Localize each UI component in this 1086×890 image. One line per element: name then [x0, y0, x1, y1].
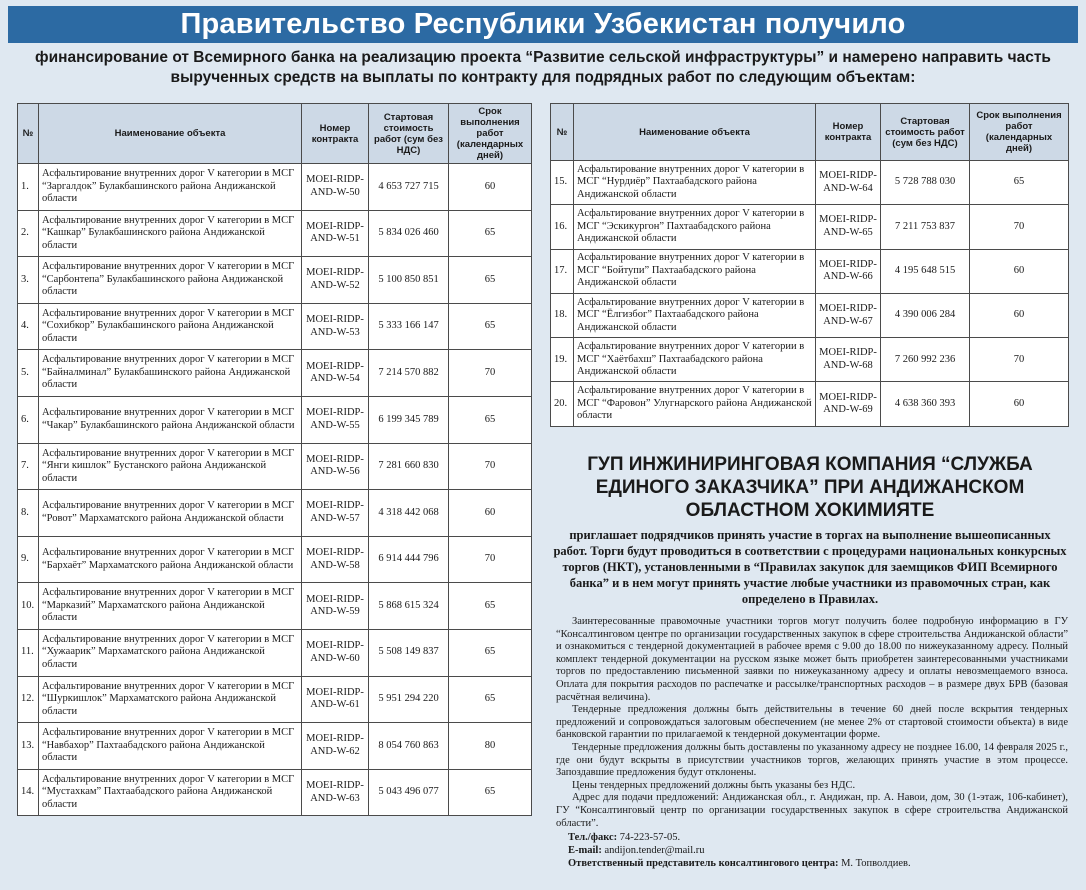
duration-days: 60	[449, 490, 532, 537]
contract-number: MOEI-RIDP-AND-W-50	[302, 164, 369, 211]
paragraph-validity: Тендерные предложения должны быть действительны в течение 60 дней после вскрытия тендерных предложений и сопровождаться залоговым обеспечением (не менее 2% от стартовой стоимости объекта) в виде банковской гарантии по прилагаемой к тендерной документации форме.	[556, 704, 1068, 741]
object-name: Асфальтирование внутренних дорог V категории в МСГ “Фаровон” Улугнарского района Андижанской области	[574, 382, 816, 426]
contract-number: MOEI-RIDP-AND-W-58	[302, 536, 369, 583]
table-row	[18, 723, 532, 770]
duration-days: 65	[449, 629, 532, 676]
table-row	[18, 443, 532, 490]
duration-days: 80	[449, 723, 532, 770]
duration-days: 60	[970, 293, 1069, 337]
table-row	[18, 257, 532, 304]
contract-number: MOEI-RIDP-AND-W-60	[302, 629, 369, 676]
table-row	[551, 205, 1069, 249]
contract-number: MOEI-RIDP-AND-W-52	[302, 257, 369, 304]
row-number: 19.	[551, 338, 574, 382]
table-row	[551, 382, 1069, 426]
table-row	[18, 396, 532, 443]
email-link[interactable]: andijon.tender@mail.ru	[601, 845, 705, 856]
start-cost: 7 211 753 837	[881, 205, 970, 249]
table-row	[18, 490, 532, 537]
contact-email	[568, 845, 1068, 858]
start-cost: 5 728 788 030	[881, 161, 970, 205]
row-number: 4.	[18, 303, 39, 350]
paragraph-address: Адрес для подачи предложений: Андижанская обл., г. Андижан, пр. А. Навои, дом, 30 (1-этаж, 106-кабинет), ГУ “Консалтинговый центр по организации государственных закупок в сфере строительства Андижанской области”.	[556, 792, 1068, 829]
row-number: 10.	[18, 583, 39, 630]
object-name: Асфальтирование внутренних дорог V категории в МСГ “Навбахор” Пахтаабадского района Андижанской области	[39, 723, 302, 770]
table-row	[18, 769, 532, 816]
duration-days: 70	[970, 205, 1069, 249]
email-label: E-mail:	[568, 845, 602, 856]
object-name: Асфальтирование внутренних дорог V категории в МСГ “Ёлгизбог” Пахтаабадского района Андижанской области	[574, 293, 816, 337]
row-number: 13.	[18, 723, 39, 770]
table-row	[18, 210, 532, 257]
object-name: Асфальтирование внутренних дорог V категории в МСГ “Нурдиёр” Пахтаабадского района Андижанской области	[574, 161, 816, 205]
object-name: Асфальтирование внутренних дорог V категории в МСГ “Кашкар” Булакбашинского района Андижанской области	[39, 210, 302, 257]
objects-table-right-body	[551, 161, 1069, 427]
row-number: 8.	[18, 490, 39, 537]
start-cost: 5 100 850 851	[369, 257, 449, 304]
start-cost: 8 054 760 863	[369, 723, 449, 770]
table-row	[551, 249, 1069, 293]
start-cost: 5 834 026 460	[369, 210, 449, 257]
object-name: Асфальтирование внутренних дорог V категории в МСГ “Марказий” Мархаматского района Андижанской области	[39, 583, 302, 630]
start-cost: 7 214 570 882	[369, 350, 449, 397]
start-cost: 7 281 660 830	[369, 443, 449, 490]
object-name: Асфальтирование внутренних дорог V категории в МСГ “Янги кишлок” Бустанского района Андижанской области	[39, 443, 302, 490]
contract-number: MOEI-RIDP-AND-W-63	[302, 769, 369, 816]
paragraph-info: Заинтересованные правомочные участники торгов могут получить более подробную информацию в ГУ “Консалтинговом центре по организации государственных закупок в сфере строительства Андижанской области” и ознакомиться с тендерной документацией в рабочее время с 9.00 до 18.00 по нижеуказанному адресу. Полный комплект тендерной документации на русском языке может быть приобретен заинтересованными участниками торгов по предоставлению письменной заявки по нижеуказанному адресу и оплаты невозмещаемого взноса. Оплата для покрытия расходов по распечатке и рассылке/транспортных расходов – в размере двух БРВ (базовая расчётная величина).	[556, 616, 1068, 703]
row-number: 18.	[551, 293, 574, 337]
contract-number: MOEI-RIDP-AND-W-69	[816, 382, 881, 426]
duration-days: 70	[970, 338, 1069, 382]
paragraph-prices: Цены тендерных предложений должны быть указаны без НДС.	[572, 779, 856, 791]
table-row	[551, 338, 1069, 382]
object-name: Асфальтирование внутренних дорог V категории в МСГ “Шуркишлок” Мархаматского района Андижанской области	[39, 676, 302, 723]
row-number: 1.	[18, 164, 39, 211]
contract-number: MOEI-RIDP-AND-W-55	[302, 396, 369, 443]
col-header-days: Срок выполнения работ (календарных дней)	[970, 104, 1069, 161]
contract-number: MOEI-RIDP-AND-W-53	[302, 303, 369, 350]
object-name: Асфальтирование внутренних дорог V категории в МСГ “Ровот” Мархаматского района Андижанской области	[39, 490, 302, 537]
duration-days: 65	[449, 303, 532, 350]
contract-number: MOEI-RIDP-AND-W-64	[816, 161, 881, 205]
contract-number: MOEI-RIDP-AND-W-62	[302, 723, 369, 770]
object-name: Асфальтирование внутренних дорог V категории в МСГ “Мустахкам” Пахтаабадского района Андижанской области	[39, 769, 302, 816]
duration-days: 70	[449, 350, 532, 397]
object-name: Асфальтирование внутренних дорог V категории в МСГ “Эскикургон” Пахтаабадского района Андижанской области	[574, 205, 816, 249]
table-row	[18, 303, 532, 350]
start-cost: 4 390 006 284	[881, 293, 970, 337]
col-header-cost: Стартовая стоимость работ (сум без НДС)	[369, 104, 449, 164]
contract-number: MOEI-RIDP-AND-W-54	[302, 350, 369, 397]
col-header-contract: Номер контракта	[302, 104, 369, 164]
contract-number: MOEI-RIDP-AND-W-56	[302, 443, 369, 490]
company-name: ГУП ИНЖИНИРИНГОВАЯ КОМПАНИЯ “СЛУЖБА ЕДИНОГО ЗАКАЗЧИКА” ПРИ АНДИЖАНСКОМ ОБЛАСТНОМ ХОКИМИЯТЕ	[587, 454, 1033, 521]
start-cost: 4 195 648 515	[881, 249, 970, 293]
duration-days: 70	[449, 536, 532, 583]
phone-value: 74-223-57-05.	[617, 832, 681, 843]
row-number: 17.	[551, 249, 574, 293]
duration-days: 70	[449, 443, 532, 490]
page-title: Правительство Республики Узбекистан получило	[8, 6, 1078, 43]
row-number: 15.	[551, 161, 574, 205]
representative-name: М. Топволдиев.	[838, 858, 911, 869]
row-number: 7.	[18, 443, 39, 490]
contract-number: MOEI-RIDP-AND-W-66	[816, 249, 881, 293]
duration-days: 65	[449, 583, 532, 630]
table-row	[18, 536, 532, 583]
start-cost: 6 914 444 796	[369, 536, 449, 583]
col-header-contract: Номер контракта	[816, 104, 881, 161]
object-name: Асфальтирование внутренних дорог V категории в МСГ “Сарбонтепа” Булакбашинского района Андижанской области	[39, 257, 302, 304]
start-cost: 4 653 727 715	[369, 164, 449, 211]
contract-number: MOEI-RIDP-AND-W-61	[302, 676, 369, 723]
duration-days: 65	[449, 396, 532, 443]
contract-number: MOEI-RIDP-AND-W-51	[302, 210, 369, 257]
row-number: 16.	[551, 205, 574, 249]
col-header-number: №	[18, 104, 39, 164]
col-header-name: Наименование объекта	[574, 104, 816, 161]
start-cost: 5 508 149 837	[369, 629, 449, 676]
row-number: 2.	[18, 210, 39, 257]
row-number: 14.	[18, 769, 39, 816]
duration-days: 65	[449, 769, 532, 816]
col-header-cost: Стартовая стоимость работ (сум без НДС)	[881, 104, 970, 161]
col-header-name: Наименование объекта	[39, 104, 302, 164]
invitation-text: приглашает подрядчиков принять участие в торгах на выполнение вышеописанных работ. Торги будут проводиться в соответствии с процедурами национальных конкурсных торгов (НКТ), установленными в “Правилах закупок для заемщиков ФИП Всемирного банка” и в нем могут принять участие любые участники из правомочных стран, как определено в Правилах.	[553, 528, 1067, 606]
page-subtitle: финансирование от Всемирного банка на реализацию проекта “Развитие сельской инфраструктуры” и намерено направить часть вырученных средств на выплаты по контракту для подрядных работ по следующим объектам:	[35, 49, 1051, 86]
table-row	[18, 350, 532, 397]
start-cost: 5 868 615 324	[369, 583, 449, 630]
objects-table-right	[550, 103, 1069, 427]
table-row	[551, 293, 1069, 337]
object-name: Асфальтирование внутренних дорог V категории в МСГ “Чакар” Булакбашинского района Андижанской области	[39, 396, 302, 443]
contact-phone	[568, 832, 1068, 845]
duration-days: 65	[449, 257, 532, 304]
duration-days: 60	[449, 164, 532, 211]
table-row	[551, 161, 1069, 205]
start-cost: 4 318 442 068	[369, 490, 449, 537]
start-cost: 7 260 992 236	[881, 338, 970, 382]
table-row	[18, 676, 532, 723]
row-number: 3.	[18, 257, 39, 304]
start-cost: 5 951 294 220	[369, 676, 449, 723]
tender-conditions	[556, 616, 1068, 830]
row-number: 9.	[18, 536, 39, 583]
paragraph-deadline: Тендерные предложения должны быть доставлены по указанному адресу не позднее 16.00, 14 февраля 2025 г., где они будут вскрыты в присутствии участников торгов, желающих принять участие в этом процессе. Запоздавшие предложения будут отклонены.	[556, 741, 1068, 779]
object-name: Асфальтирование внутренних дорог V категории в МСГ “Сохибкор” Булакбашинского района Андижанской области	[39, 303, 302, 350]
duration-days: 65	[449, 676, 532, 723]
start-cost: 6 199 345 789	[369, 396, 449, 443]
object-name: Асфальтирование внутренних дорог V категории в МСГ “Байналминал” Булакбашинского района Андижанской области	[39, 350, 302, 397]
duration-days: 65	[970, 161, 1069, 205]
start-cost: 5 043 496 077	[369, 769, 449, 816]
row-number: 6.	[18, 396, 39, 443]
start-cost: 5 333 166 147	[369, 303, 449, 350]
contact-representative	[568, 858, 1068, 871]
object-name: Асфальтирование внутренних дорог V категории в МСГ “Бойтупи” Пахтаабадского района Андижанской области	[574, 249, 816, 293]
row-number: 5.	[18, 350, 39, 397]
object-name: Асфальтирование внутренних дорог V категории в МСГ “Хужаарик” Мархаматского района Андижанской области	[39, 629, 302, 676]
phone-label: Тел./факс:	[568, 832, 618, 843]
contract-number: MOEI-RIDP-AND-W-59	[302, 583, 369, 630]
col-header-days: Срок выполнения работ (календарных дней)	[449, 104, 532, 164]
contract-number: MOEI-RIDP-AND-W-67	[816, 293, 881, 337]
row-number: 12.	[18, 676, 39, 723]
col-header-number: №	[551, 104, 574, 161]
object-name: Асфальтирование внутренних дорог V категории в МСГ “Бархаёт” Мархаматского района Андижанской области	[39, 536, 302, 583]
duration-days: 60	[970, 382, 1069, 426]
contract-number: MOEI-RIDP-AND-W-57	[302, 490, 369, 537]
duration-days: 60	[970, 249, 1069, 293]
representative-label: Ответственный представитель консалтингового центра:	[568, 858, 839, 869]
contract-number: MOEI-RIDP-AND-W-65	[816, 205, 881, 249]
table-row	[18, 583, 532, 630]
contract-number: MOEI-RIDP-AND-W-68	[816, 338, 881, 382]
objects-table-left	[17, 103, 532, 816]
object-name: Асфальтирование внутренних дорог V категории в МСГ “Хаётбахш” Пахтаабадского района Андижанской области	[574, 338, 816, 382]
table-row	[18, 164, 532, 211]
objects-table-left-body	[18, 164, 532, 816]
duration-days: 65	[449, 210, 532, 257]
row-number: 11.	[18, 629, 39, 676]
row-number: 20.	[551, 382, 574, 426]
object-name: Асфальтирование внутренних дорог V категории в МСГ “Заргалдок” Булакбашинского района Андижанской области	[39, 164, 302, 211]
start-cost: 4 638 360 393	[881, 382, 970, 426]
table-row	[18, 629, 532, 676]
